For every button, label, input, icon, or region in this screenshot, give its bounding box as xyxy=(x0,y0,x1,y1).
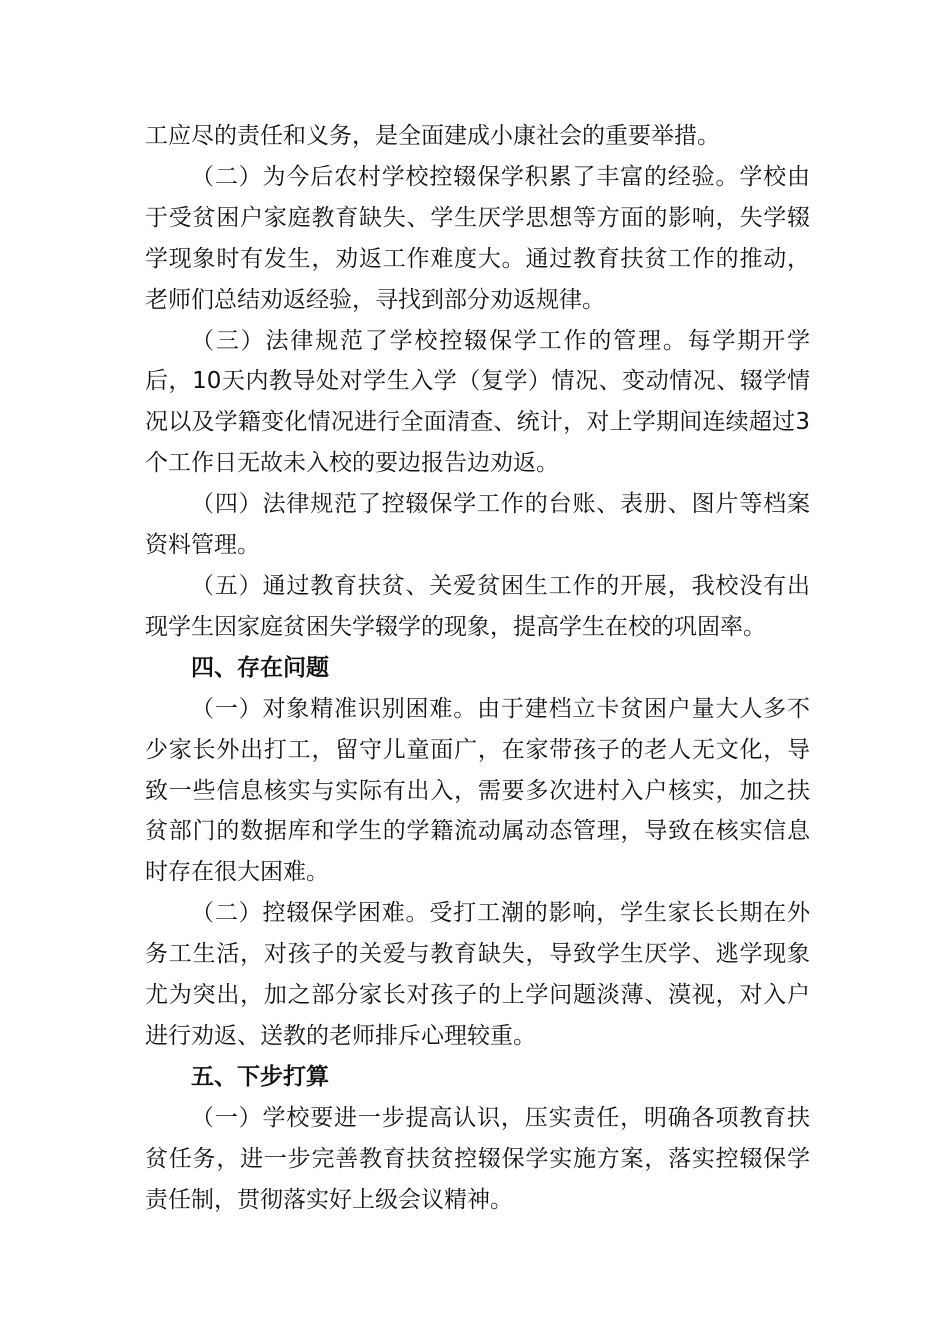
paragraph-dropout-difficulty: （二）控辍保学困难。受打工潮的影响，学生家长长期在外务工生活，对孩子的关爱与教育缺失，导致学生厌学、逃学现象尤为突出，加之部分家长对孩子的上学问题淡薄、漠视，对入户进行劝返、送教的老师排斥心理较重。 xyxy=(145,900,810,1049)
paragraph-management: （三）法律规范了学校控辍保学工作的管理。每学期开学后，10天内教导处对学生入学（复学）情况、变动情况、辍学情况以及学籍变化情况进行全面清查、统计，对上学期间连续超过3个工作日无故未入校的要边报告边劝返。 xyxy=(145,327,810,477)
section-heading-problems: 四、存在问题 xyxy=(191,654,329,681)
paragraph-outcome: （五）通过教育扶贫、关爱贫困生工作的开展，我校没有出现学生因家庭贫困失学辍学的现象，提高学生在校的巩固率。 xyxy=(145,572,810,640)
paragraph-next-step-one: （一）学校要进一步提高认识，压实责任，明确各项教育扶贫任务，进一步完善教育扶贫控辍保学实施方案，落实控辍保学责任制，贯彻落实好上级会议精神。 xyxy=(145,1104,810,1213)
document-body xyxy=(145,116,810,1220)
paragraph-identification-difficulty: （一）对象精准识别困难。由于建档立卡贫困户量大人多不少家长外出打工，留守儿童面广，在家带孩子的老人无文化，导致一些信息核实与实际有出入，需要多次进村入户核实，加之扶贫部门的数据库和学生的学籍流动属动态管理，导致在核实信息时存在很大困难。 xyxy=(145,695,810,886)
section-heading-next-steps: 五、下步打算 xyxy=(191,1063,329,1090)
paragraph-experience: （二）为今后农村学校控辍保学积累了丰富的经验。学校由于受贫困户家庭教育缺失、学生厌学思想等方面的影响，失学辍学现象时有发生，劝返工作难度大。通过教育扶贫工作的推动，老师们总结劝返经验，寻找到部分劝返规律。 xyxy=(145,163,810,313)
paragraph-archives: （四）法律规范了控辍保学工作的台账、表册、图片等档案资料管理。 xyxy=(145,491,810,559)
paragraph-continuation: 工应尽的责任和义务，是全面建成小康社会的重要举措。 xyxy=(145,123,720,149)
